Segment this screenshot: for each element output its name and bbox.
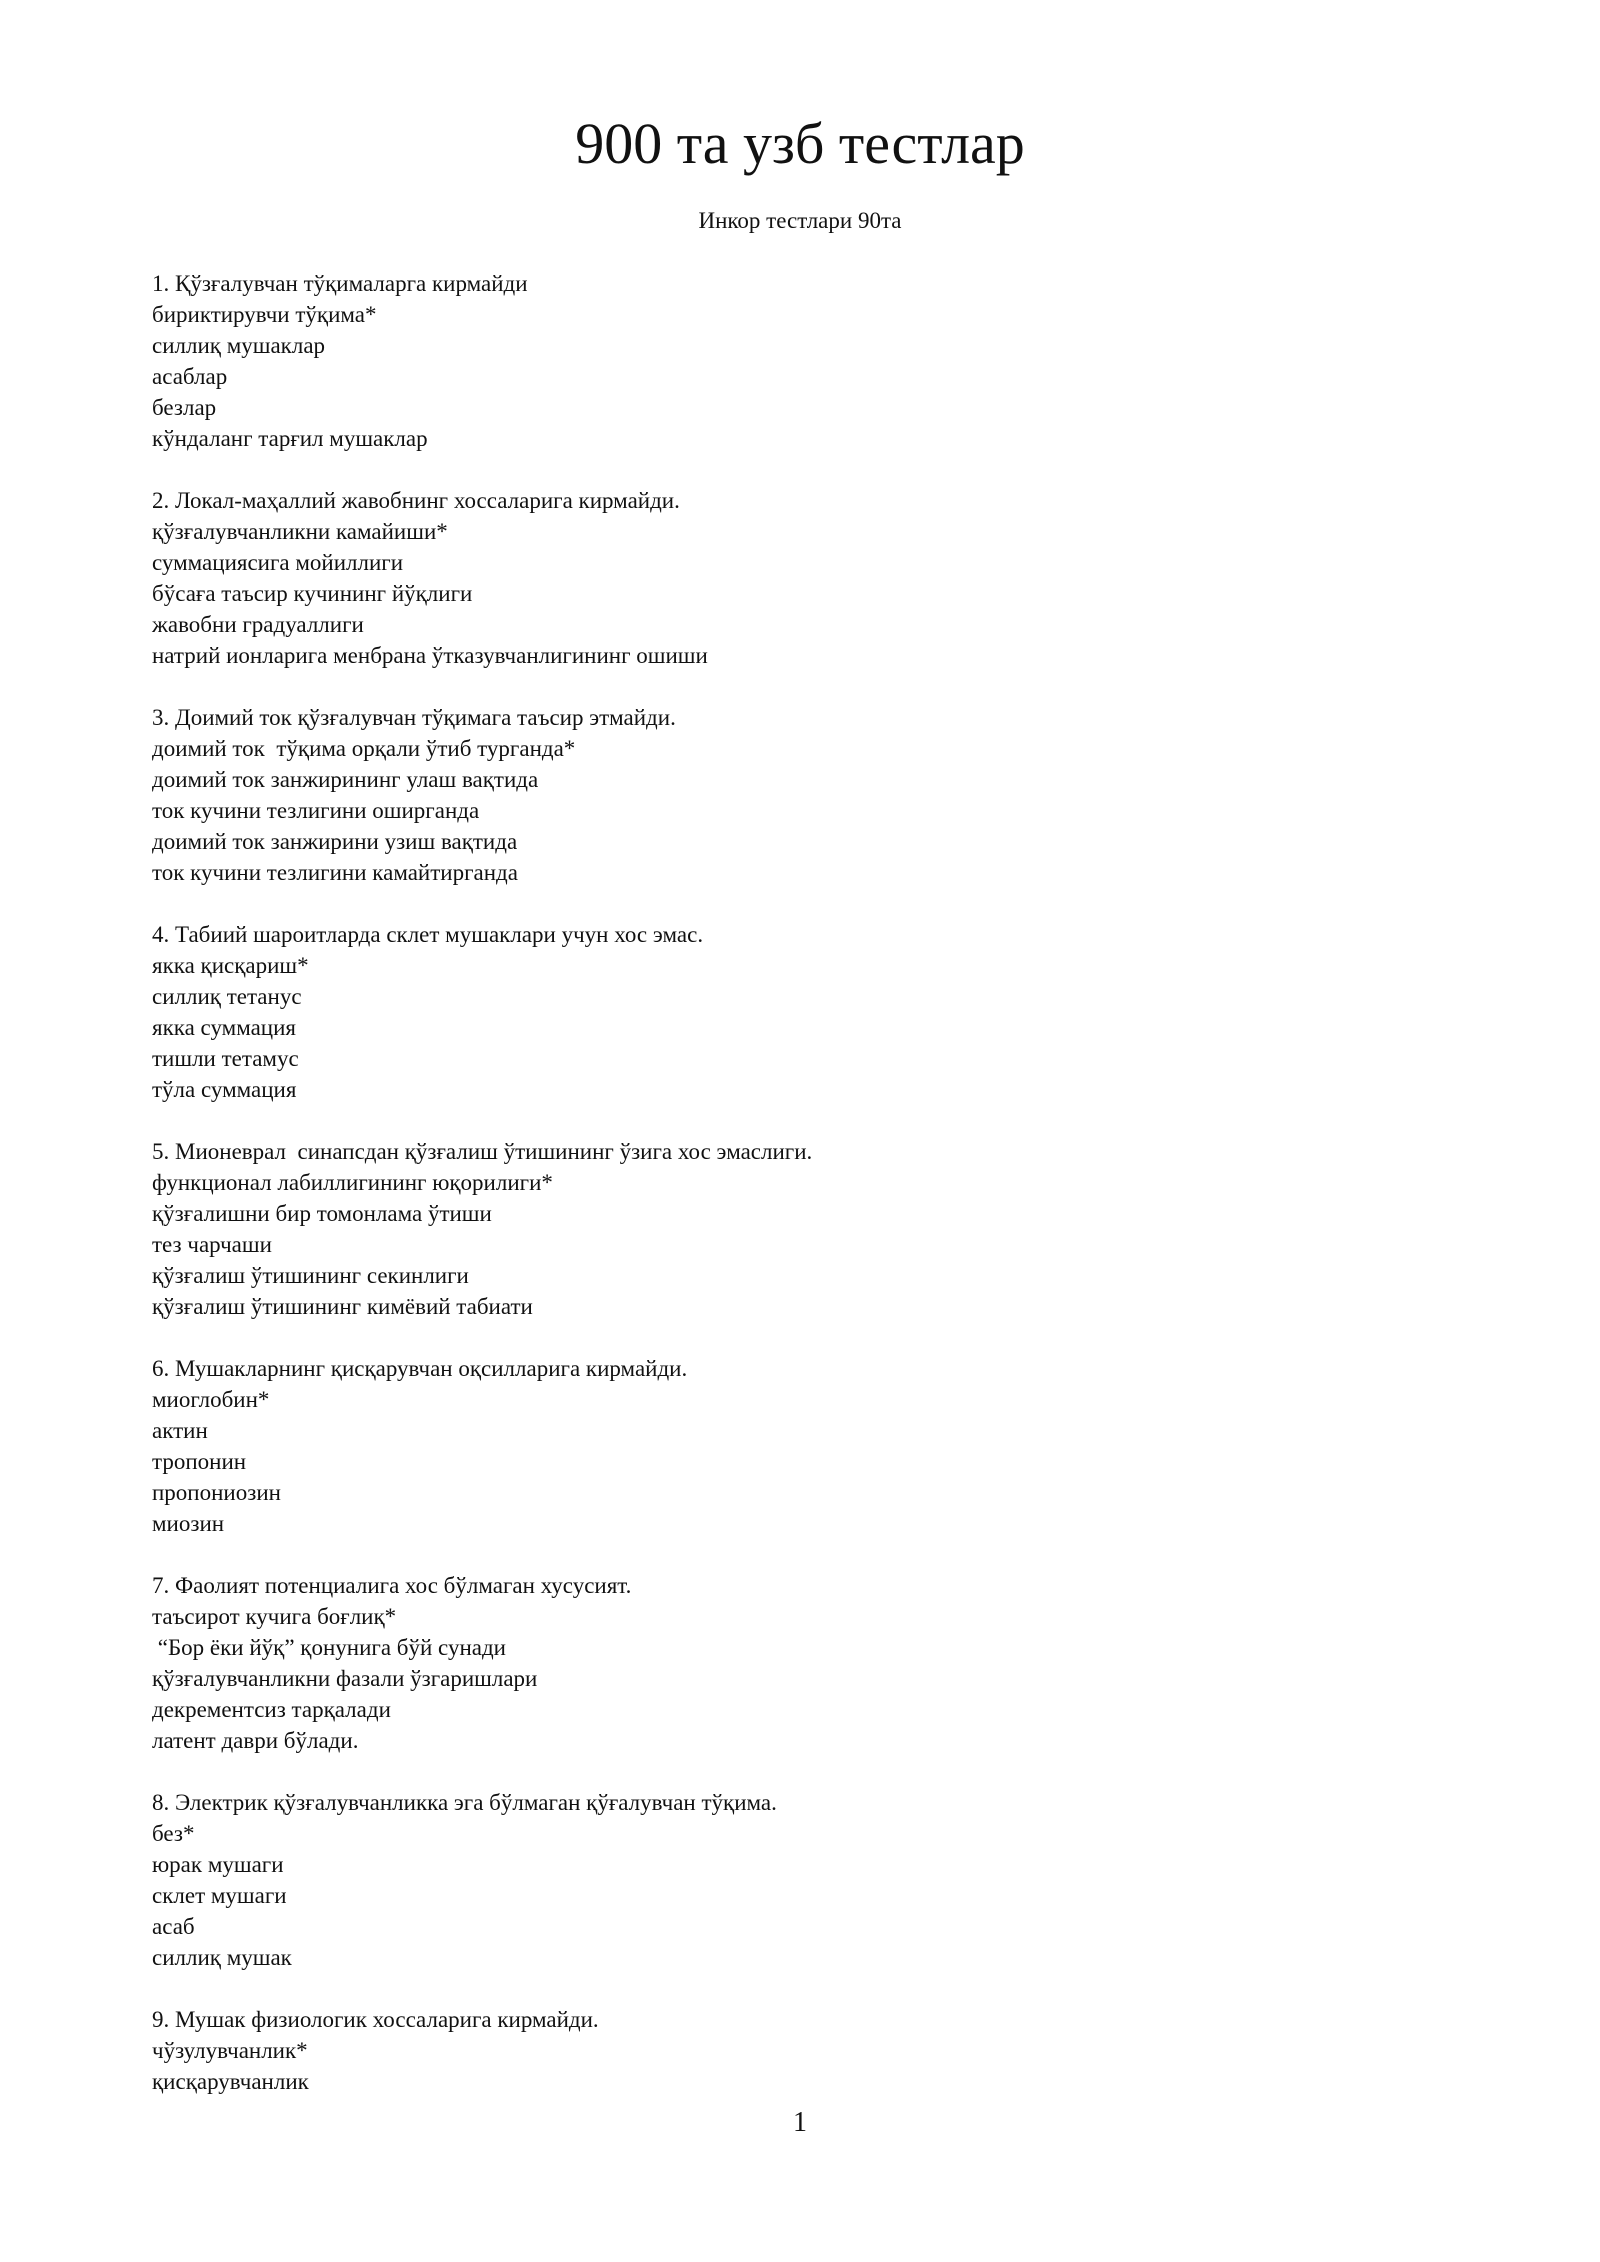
answer-option: силлиқ мушак [152,1945,292,1970]
question-block [152,702,1452,888]
answer-option: бўсаға таъсир кучининг йўқлиги [152,581,473,606]
answer-option: якка суммация [152,1015,296,1040]
answer-option: қўзғалиш ўтишининг секинлиги [152,1263,469,1288]
question-block [152,485,1452,671]
answer-option: тез чарчаши [152,1232,272,1257]
answer-option: қўзғалувчанликни камайиши* [152,519,448,544]
answer-option: ток кучини тезлигини камайтирганда [152,860,518,885]
answer-option: жавобни градуаллиги [152,612,364,637]
answer-option: без* [152,1821,195,1846]
question-block [152,268,1452,454]
answer-option: асаблар [152,364,228,389]
answer-option: миоглобин* [152,1387,270,1412]
question-list [152,268,1452,2128]
answer-option: тропонин [152,1449,247,1474]
answer-option: қўзғалувчанликни фазали ўзгаришлари [152,1666,538,1691]
answer-option: чўзулувчанлик* [152,2038,308,2063]
answer-option: тишли тетамус [152,1046,299,1071]
answer-option: декрементсиз тарқалади [152,1697,391,1722]
answer-option: “Бор ёки йўқ” қонунига бўй сунади [152,1635,506,1660]
answer-option: доимий ток занжирини узиш вақтида [152,829,518,854]
question-block [152,2004,1452,2097]
question-text: 9. Мушак физиологик хоссаларига кирмайди. [152,2007,599,2032]
answer-option: якка қисқариш* [152,953,309,978]
question-block [152,1787,1452,1973]
question-block [152,919,1452,1105]
answer-option: латент даври бўлади. [152,1728,359,1753]
answer-option: безлар [152,395,217,420]
document-title: 900 та узб тестлар [575,111,1025,176]
answer-option: доимий ток тўқима орқали ўтиб турганда* [152,736,576,761]
answer-option: пропониозин [152,1480,281,1505]
answer-option: силлиқ тетанус [152,984,302,1009]
question-text: 3. Доимий ток қўзғалувчан тўқимага таъсир этмайди. [152,705,676,730]
answer-option: актин [152,1418,208,1443]
question-text: 5. Мионеврал синапсдан қўзғалиш ўтишининг ўзига хос эмаслиги. [152,1139,813,1164]
answer-option: доимий ток занжирининг улаш вақтида [152,767,539,792]
question-block [152,1570,1452,1756]
answer-option: ток кучини тезлигини оширганда [152,798,480,823]
question-block [152,1353,1452,1539]
answer-option: таъсирот кучига боғлиқ* [152,1604,397,1629]
question-text: 7. Фаолият потенциалига хос бўлмаган хусусият. [152,1573,632,1598]
answer-option: бириктирувчи тўқима* [152,302,377,327]
answer-option: суммациясига мойиллиги [152,550,404,575]
answer-option: асаб [152,1914,195,1939]
question-text: 1. Қўзғалувчан тўқималарга кирмайди [152,271,528,296]
document-subtitle: Инкор тестлари 90та [698,208,902,233]
question-text: 6. Мушакларнинг қисқарувчан оқсилларига кирмайди. [152,1356,688,1381]
question-text: 2. Локал-маҳаллий жавобнинг хоссаларига кирмайди. [152,488,680,513]
answer-option: миозин [152,1511,225,1536]
question-text: 4. Табиий шароитларда склет мушаклари учун хос эмас. [152,922,704,947]
answer-option: кўндаланг тарғил мушаклар [152,426,428,451]
answer-option: қўзғалиш ўтишининг кимёвий табиати [152,1294,533,1319]
answer-option: қисқарувчанлик [152,2069,309,2094]
page-number: 1 [793,2107,807,2138]
question-block [152,1136,1452,1322]
answer-option: силлиқ мушаклар [152,333,326,358]
answer-option: функционал лабиллигининг юқорилиги* [152,1170,553,1195]
answer-option: тўла суммация [152,1077,297,1102]
answer-option: натрий ионларига менбрана ўтказувчанлигининг ошиши [152,643,708,668]
question-text: 8. Электрик қўзғалувчанликка эга бўлмаган қўғалувчан тўқима. [152,1790,777,1815]
answer-option: юрак мушаги [152,1852,284,1877]
answer-option: склет мушаги [152,1883,287,1908]
answer-option: қўзғалишни бир томонлама ўтиши [152,1201,492,1226]
